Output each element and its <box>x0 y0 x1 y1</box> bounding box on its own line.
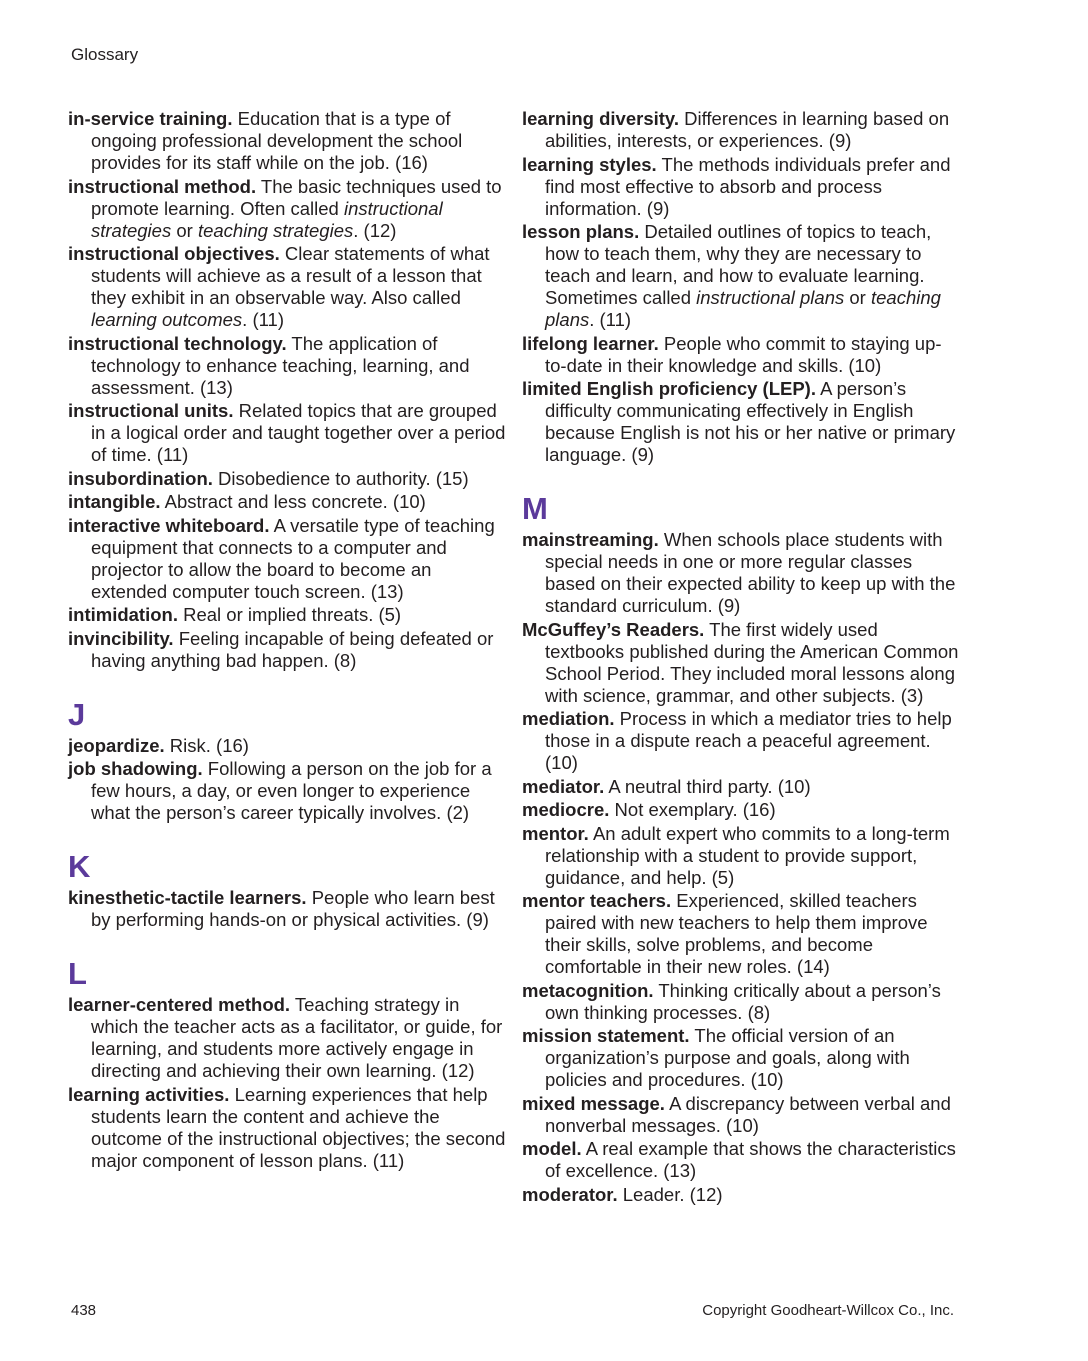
glossary-term: lesson plans. <box>522 221 640 242</box>
glossary-definition: A person’s difficulty communicating effectively in English because English is not his or her native or primary language. (9) <box>545 378 956 465</box>
page-number: 438 <box>71 1302 97 1319</box>
glossary-term: mission statement. <box>522 1025 690 1046</box>
glossary-entry <box>522 154 962 220</box>
glossary-definition: The methods individuals prefer and find most effective to absorb and process information. (9) <box>545 153 951 219</box>
glossary-term: mediation. <box>522 708 615 729</box>
glossary-definition: A neutral third party. (10) <box>608 775 811 797</box>
glossary-definition: Not exemplary. (16) <box>614 799 776 820</box>
glossary-definition: People who learn best by performing hands-on or physical activities. (9) <box>91 887 495 930</box>
glossary-entry <box>68 887 508 931</box>
glossary-term: jeopardize. <box>68 734 165 756</box>
glossary-entry <box>68 994 508 1082</box>
glossary-entry <box>522 1138 962 1182</box>
glossary-definition: . (11) <box>589 309 632 330</box>
glossary-definition: The official version of an organization’s purpose and goals, along with policies and procedures. (10) <box>545 1025 910 1090</box>
glossary-definition: Clear statements of what students will achieve as a result of a lesson that they exhibit in an observable way. Also called <box>91 243 490 308</box>
glossary-entry <box>68 1084 508 1172</box>
glossary-definition: Following a person on the job for a few hours, a day, or even longer to experience what the person’s career typically involves. (2) <box>91 758 492 823</box>
glossary-entry <box>522 529 962 617</box>
glossary-definition: . (11) <box>242 309 284 330</box>
glossary-definition: . (12) <box>353 219 397 241</box>
glossary-entry <box>522 776 962 798</box>
glossary-term: mixed message. <box>522 1092 665 1114</box>
glossary-term: metacognition. <box>522 979 654 1001</box>
glossary-term: learning diversity. <box>522 108 679 129</box>
glossary-term: mentor. <box>522 822 589 844</box>
glossary-definition: Disobedience to authority. (15) <box>218 467 469 489</box>
glossary-term: mainstreaming. <box>522 529 659 550</box>
glossary-entry <box>68 604 508 626</box>
glossary-definition: The basic techniques used to promote learning. Often called <box>91 175 502 219</box>
glossary-entry <box>68 468 508 490</box>
glossary-term: job shadowing. <box>68 758 203 779</box>
glossary-entry <box>522 619 962 707</box>
glossary-entry <box>522 708 962 774</box>
glossary-entry <box>522 1025 962 1091</box>
glossary-column-right <box>522 108 962 1207</box>
glossary-definition: The first widely used textbooks published during the American Common School Period. They included moral lessons along with science, grammar, and other subjects. (3) <box>545 618 959 706</box>
glossary-entry <box>68 628 508 672</box>
section-letter: M <box>522 491 548 526</box>
glossary-column-left <box>68 108 508 1173</box>
glossary-entry <box>522 799 962 821</box>
glossary-definition: A versatile type of teaching equipment that connects to a computer and projector to allow the board to become an extended computer touch screen. (13) <box>91 514 495 602</box>
glossary-term: mediator. <box>522 775 605 797</box>
glossary-entry <box>522 378 962 466</box>
glossary-entry <box>522 221 962 331</box>
glossary-definition: Learning experiences that help students learn the content and achieve the outcome of the instructional objectives; the second major component of lesson plans. (11) <box>91 1083 506 1171</box>
section-letter: K <box>68 849 91 884</box>
glossary-entry <box>68 491 508 513</box>
glossary-entry <box>522 823 962 889</box>
glossary-entry <box>522 333 962 377</box>
glossary-entry <box>68 333 508 399</box>
glossary-term: interactive whiteboard. <box>68 514 270 536</box>
definition-italic-term: teaching strategies <box>197 219 354 241</box>
glossary-definition: Real or implied threats. (5) <box>183 604 402 625</box>
glossary-entry <box>522 980 962 1024</box>
glossary-definition: The application of technology to enhance teaching, learning, and assessment. (13) <box>91 332 470 398</box>
glossary-entry <box>522 890 962 978</box>
glossary-entry <box>68 243 508 331</box>
glossary-definition: Related topics that are grouped in a logical order and taught together over a period of time. (11) <box>91 400 506 465</box>
definition-italic-term: instructional strategies <box>91 197 443 241</box>
definition-italic-term: teaching plans <box>545 287 941 330</box>
glossary-term: intimidation. <box>68 604 178 625</box>
glossary-term: learning activities. <box>68 1083 230 1105</box>
glossary-term: mentor teachers. <box>522 890 672 911</box>
glossary-term: learner-centered method. <box>68 994 291 1015</box>
glossary-entry <box>522 1093 962 1137</box>
glossary-definition: Leader. (12) <box>622 1183 723 1205</box>
glossary-term: instructional units. <box>68 400 234 421</box>
glossary-definition: Education that is a type of ongoing professional development the school provides for its staff while on the job. (16) <box>91 108 463 173</box>
glossary-term: invincibility. <box>68 627 174 649</box>
glossary-definition: or <box>844 287 871 308</box>
running-header: Glossary <box>71 45 139 64</box>
glossary-entry <box>522 108 962 152</box>
glossary-term: model. <box>522 1138 582 1159</box>
glossary-term: instructional method. <box>68 175 257 197</box>
glossary-term: instructional technology. <box>68 332 287 354</box>
glossary-definition: A real example that shows the characteristics of excellence. (13) <box>545 1138 956 1181</box>
section-letter: L <box>68 956 87 991</box>
glossary-term: instructional objectives. <box>68 243 280 264</box>
glossary-entry <box>68 400 508 466</box>
glossary-term: intangible. <box>68 491 161 512</box>
glossary-term: in-service training. <box>68 108 233 129</box>
glossary-definition: A discrepancy between verbal and nonverbal messages. (10) <box>545 1092 951 1136</box>
glossary-entry <box>68 176 508 242</box>
glossary-term: lifelong learner. <box>522 332 659 354</box>
glossary-definition: Thinking critically about a person’s own thinking processes. (8) <box>545 979 941 1023</box>
definition-italic-term: instructional plans <box>696 287 845 308</box>
glossary-definition: Abstract and less concrete. (10) <box>164 491 426 512</box>
glossary-term: limited English proficiency (LEP). <box>522 378 816 399</box>
glossary-definition: Feeling incapable of being defeated or having anything bad happen. (8) <box>91 627 494 671</box>
glossary-term: moderator. <box>522 1183 618 1205</box>
glossary-definition: An adult expert who commits to a long-term relationship with a student to provide support, guidance, and help. (5) <box>545 822 950 888</box>
glossary-definition: Differences in learning based on abilities, interests, or experiences. (9) <box>545 108 950 151</box>
glossary-definition: Process in which a mediator tries to help those in a dispute reach a peaceful agreement. (10) <box>545 708 952 773</box>
glossary-definition: When schools place students with special needs in one or more regular classes based on their expected ability to keep up with the standard curriculum. (9) <box>545 529 956 616</box>
glossary-term: kinesthetic-tactile learners. <box>68 887 307 908</box>
glossary-definition: Risk. (16) <box>169 734 249 756</box>
glossary-term: insubordination. <box>68 467 213 489</box>
glossary-definition: People who commit to staying up-to-date in their knowledge and skills. (10) <box>545 332 942 376</box>
copyright-notice: Copyright Goodheart-Willcox Co., Inc. <box>702 1302 954 1319</box>
glossary-term: mediocre. <box>522 799 610 820</box>
glossary-definition: or <box>171 219 198 241</box>
glossary-definition: Experienced, skilled teachers paired with new teachers to help them improve their skills, solve problems, and become comfortable in their new roles. (14) <box>545 890 928 977</box>
glossary-term: McGuffey’s Readers. <box>522 618 705 640</box>
glossary-entry <box>68 108 508 174</box>
glossary-entry <box>68 758 508 824</box>
glossary-entry <box>522 1184 962 1206</box>
definition-italic-term: learning outcomes <box>91 309 243 330</box>
glossary-term: learning styles. <box>522 153 657 175</box>
glossary-definition: Teaching strategy in which the teacher acts as a facilitator, or guide, for learning, and students more actively engage in directing and achieving their own learning. (12) <box>91 994 503 1081</box>
glossary-definition: Detailed outlines of topics to teach, how to teach them, why they are necessary to teach and learn, and how to evaluate learning. Sometimes called <box>545 221 932 308</box>
glossary-entry <box>68 735 508 757</box>
glossary-entry <box>68 515 508 603</box>
section-letter: J <box>68 696 86 732</box>
